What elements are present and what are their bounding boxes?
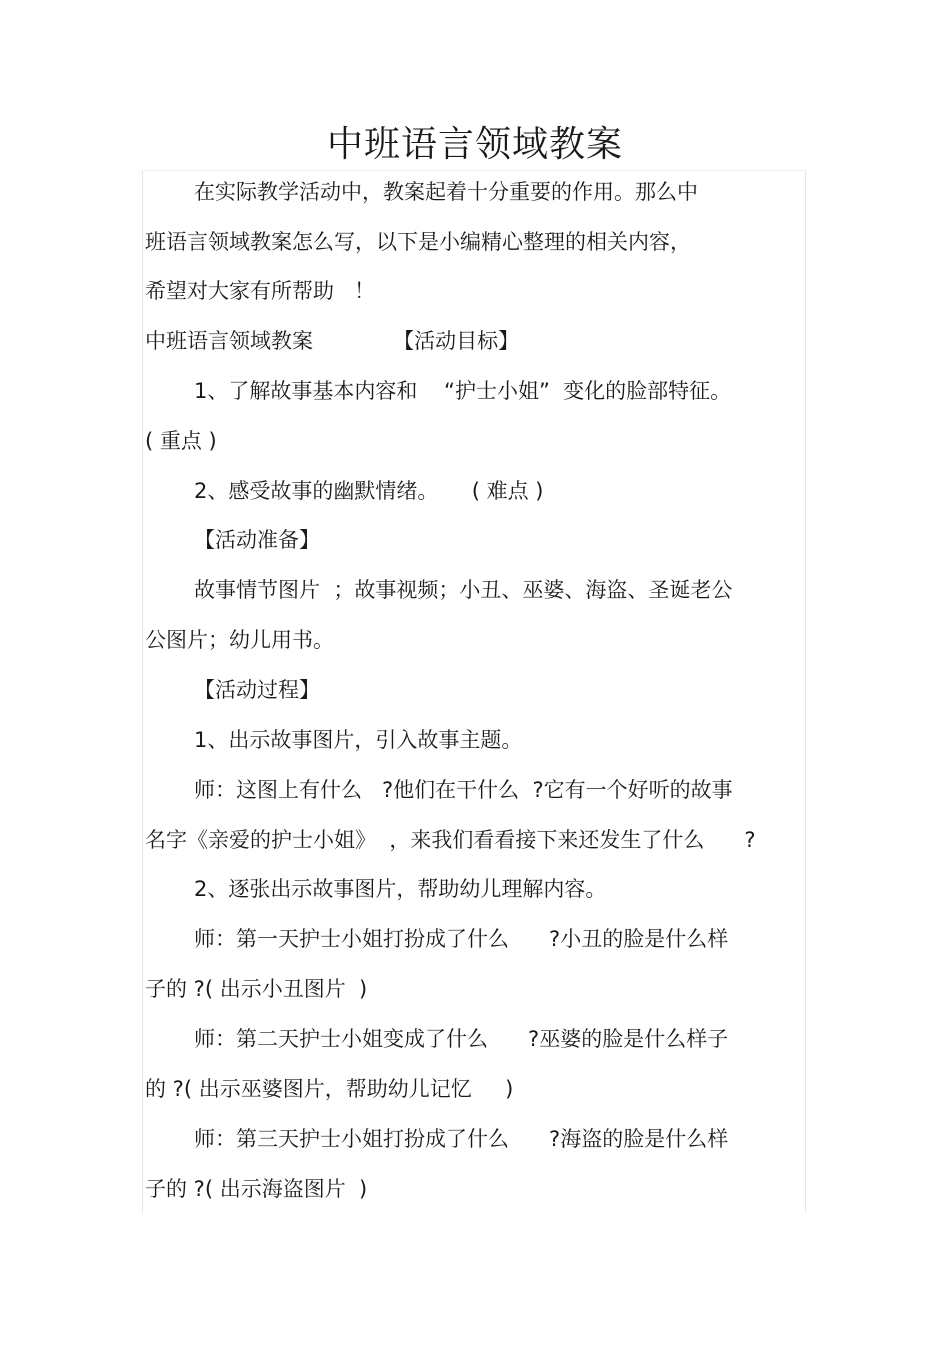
body-line: 子的 ?( 出示小丑图片 ) — [145, 977, 368, 1001]
body-line: 班语言领域教案怎么写，以下是小编精心整理的相关内容， — [145, 230, 691, 254]
body-line: 师：这图上有什么 ?他们在干什么 ?它有一个好听的故事 — [194, 778, 733, 802]
body-line: 师：第三天护士小姐打扮成了什么 ?海盗的脸是什么样 — [194, 1127, 729, 1151]
body-line: 在实际教学活动中，教案起着十分重要的作用。那么中 — [194, 180, 698, 204]
section-heading: 【活动准备】 — [194, 528, 320, 552]
body-line: 师：第二天护士小姐变成了什么 ?巫婆的脸是什么样子 — [194, 1027, 729, 1051]
body-line: 1、出示故事图片，引入故事主题。 — [194, 728, 523, 752]
body-line: 希望对大家有所帮助 ！ — [145, 279, 376, 303]
body-line: 中班语言领域教案 【活动目标】 — [145, 329, 520, 353]
body-line: 2、逐张出示故事图片，帮助幼儿理解内容。 — [194, 877, 607, 901]
body-line: 师：第一天护士小姐打扮成了什么 ?小丑的脸是什么样 — [194, 927, 729, 951]
body-line: 1、了解故事基本内容和 “护士小姐” 变化的脸部特征。 — [194, 379, 732, 403]
section-heading: 【活动过程】 — [194, 678, 320, 702]
body-line: 公图片；幼儿用书。 — [145, 628, 334, 652]
body-line: ( 重点 ) — [145, 429, 217, 453]
body-line: 故事情节图片 ；故事视频；小丑、巫婆、海盗、圣诞老公 — [194, 578, 733, 602]
body-line: 名字《亲爱的护士小姐》 ，来我们看看接下来还发生了什么 ? — [145, 828, 756, 852]
body-line: 子的 ?( 出示海盗图片 ) — [145, 1177, 368, 1201]
body-line: 的 ?( 出示巫婆图片，帮助幼儿记忆 ) — [145, 1077, 514, 1101]
body-line: 2、感受故事的幽默情绪。 ( 难点 ) — [194, 479, 544, 503]
document-title: 中班语言领域教案 — [326, 124, 623, 165]
